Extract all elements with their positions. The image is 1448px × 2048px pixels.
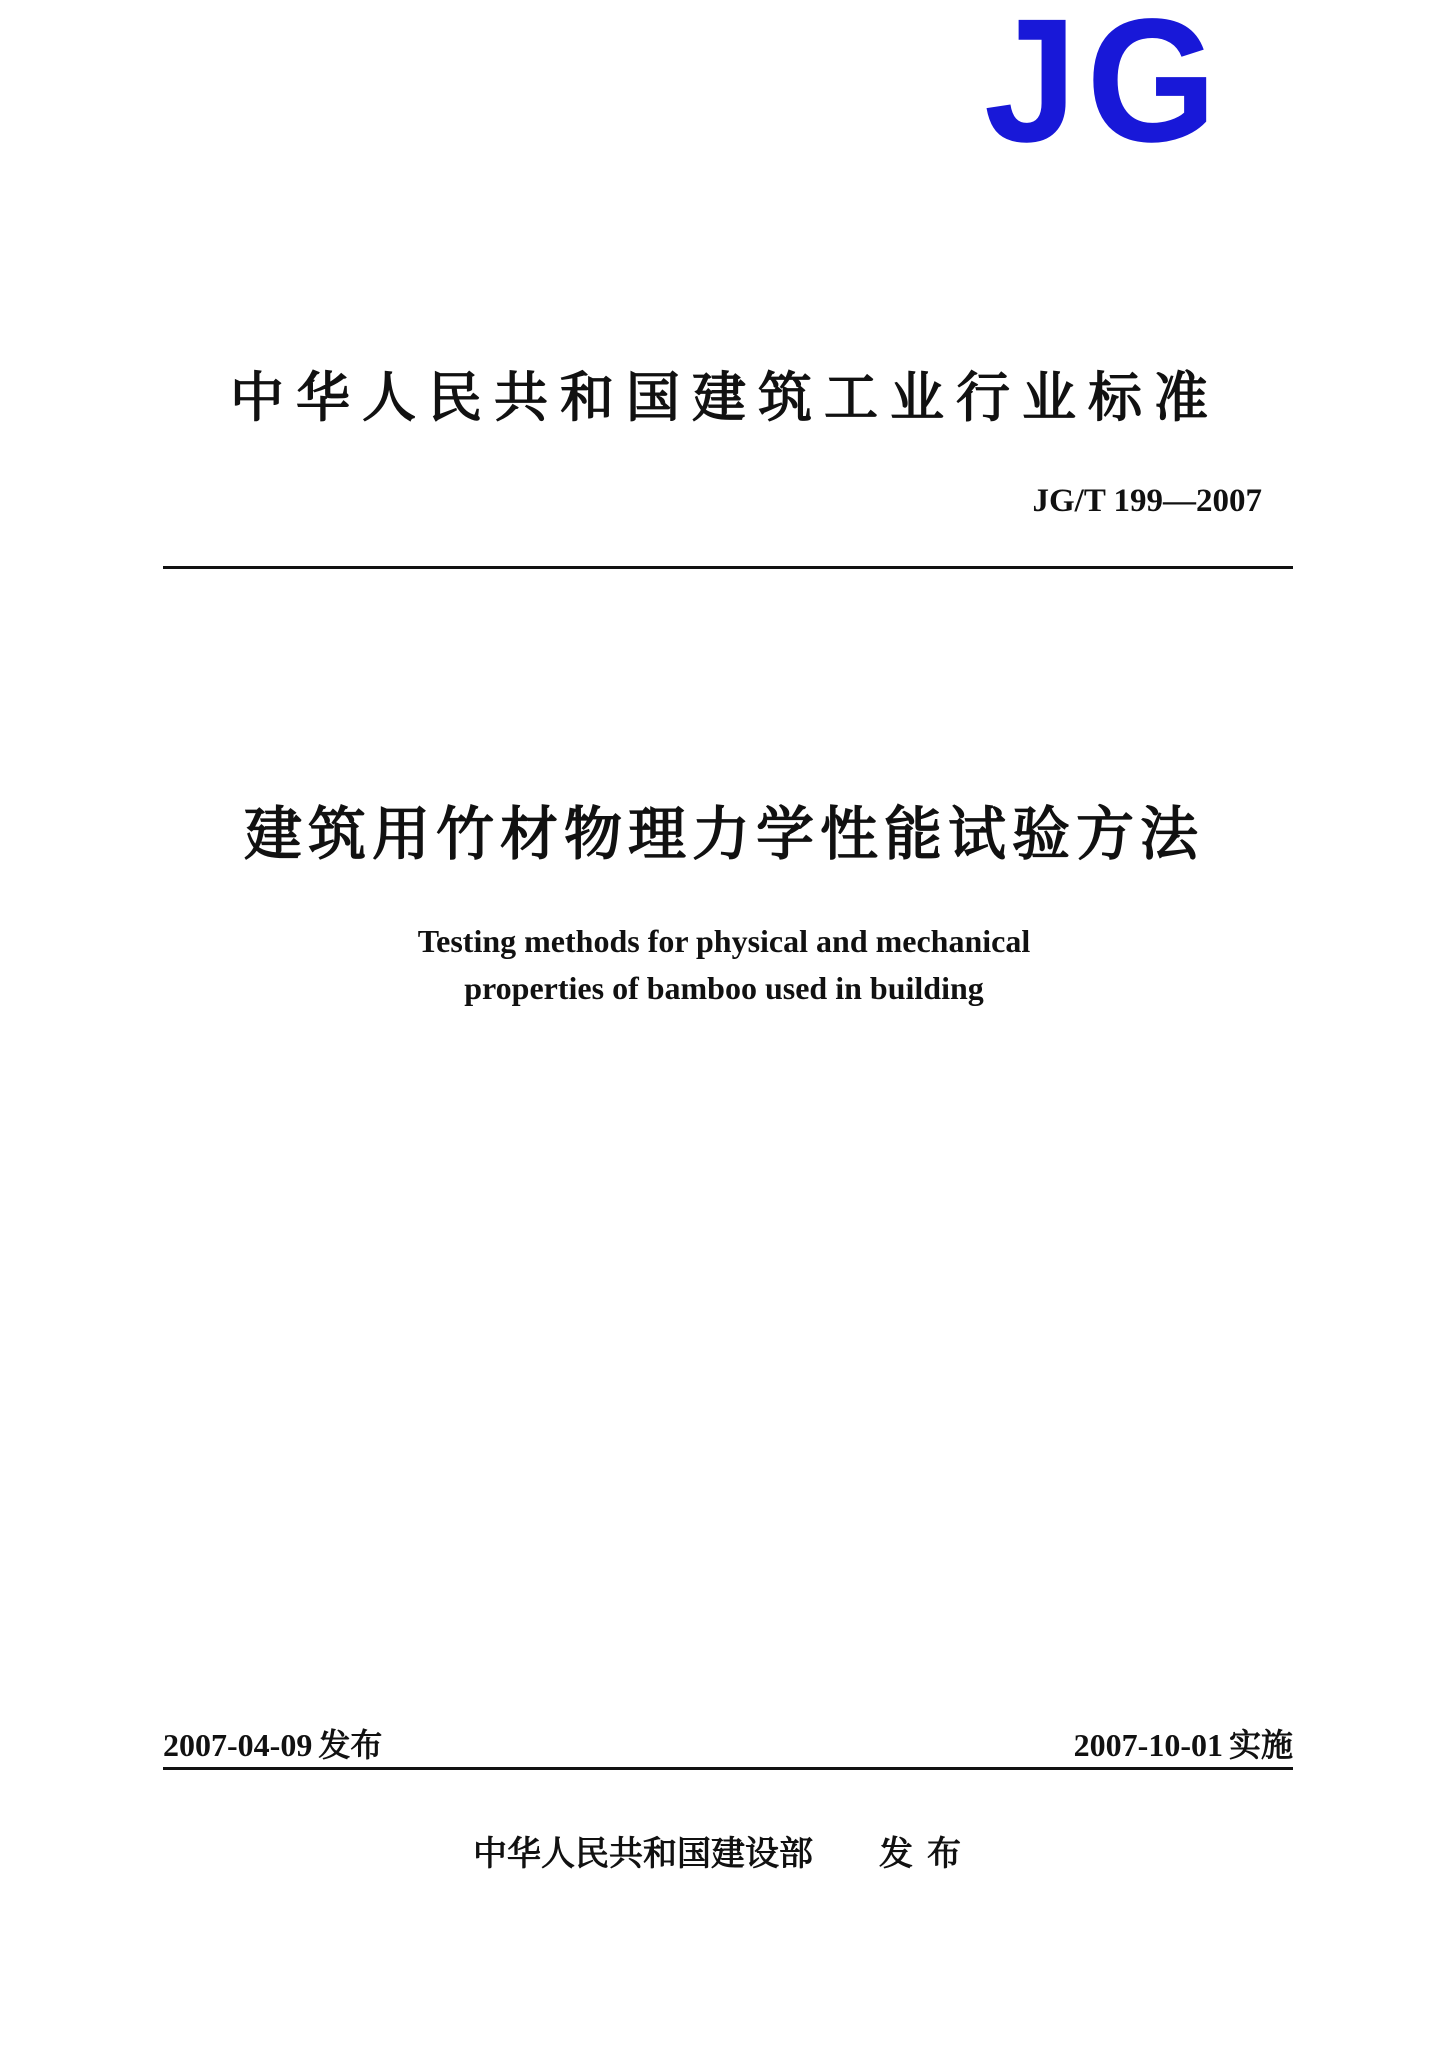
issuer-line <box>0 1826 1448 1875</box>
issue-date: 2007-04-09 <box>163 1727 313 1763</box>
english-title-line-2: properties of bamboo used in building <box>464 970 984 1006</box>
top-divider <box>163 566 1293 569</box>
issue-label: 发布 <box>318 1726 383 1764</box>
implement-label: 实施 <box>1228 1726 1293 1764</box>
english-title-line-1: Testing methods for physical and mechanical <box>417 923 1031 959</box>
document-title-chinese: 建筑用竹材物理力学性能试验方法 <box>243 800 1204 868</box>
header-title: 中华人民共和国建筑工业行业标准 <box>230 366 1220 429</box>
bottom-divider <box>163 1767 1293 1770</box>
issuer-action: 发布 <box>879 1834 975 1874</box>
issuer-name: 中华人民共和国建设部 <box>473 1834 813 1874</box>
implement-date-block <box>1074 1720 1293 1766</box>
standard-code: JG/T 199—2007 <box>1032 483 1262 519</box>
jg-logo: JG <box>984 0 1227 179</box>
implement-date: 2007-10-01 <box>1073 1727 1223 1763</box>
document-title-english <box>0 918 1448 1012</box>
issue-date-block <box>163 1720 382 1766</box>
